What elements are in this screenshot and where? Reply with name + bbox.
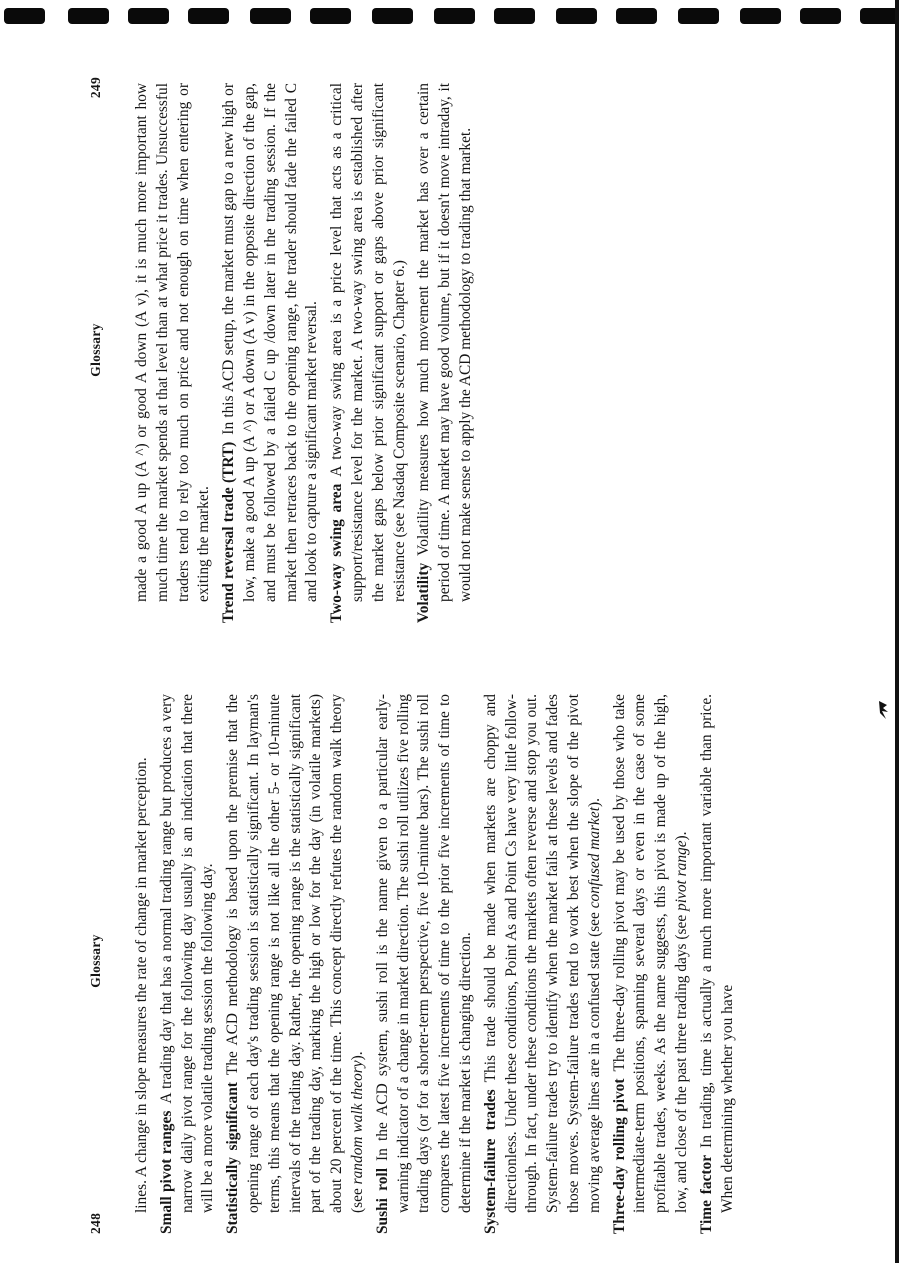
running-head — [88, 676, 118, 1246]
glossary-entry-two-way-swing-area — [327, 83, 410, 623]
binder-hole — [250, 8, 291, 24]
glossary-term: Time factor — [697, 1154, 715, 1234]
binder-hole — [68, 8, 109, 24]
binder-hole — [740, 8, 781, 24]
glossary-entry-time-factor — [697, 694, 739, 1234]
binder-holes — [0, 0, 899, 26]
page-249 — [88, 65, 478, 635]
glossary-term: System-failure trades — [481, 1089, 499, 1234]
glossary-entry-trend-reversal-trade — [219, 83, 323, 623]
binder-hole — [310, 8, 351, 24]
glossary-entry-small-pivot-ranges — [157, 694, 219, 1234]
glossary-continuation: lines. A change in slope measures the rate of change in market perception. — [133, 757, 150, 1213]
scan-edge-bar — [895, 0, 899, 1263]
glossary-definition: In trading, time is actually a much more important variable than price. When determining whether you have — [697, 694, 736, 1213]
binder-hole — [434, 8, 475, 24]
glossary-continuation: made a good A up (A ^) or good A down (A v), it is much more important how much time the market spends at that level than at what price it trades. Unsuccessful traders tend to rely too much on price and not enough on time when entering or exiting the market. — [133, 83, 213, 602]
cross-reference: random walk theory — [348, 1060, 366, 1185]
glossary-entry-three-day-rolling-pivot: Three-day rolling pivotThe three-day rolling pivot may be used by those who take intermediate-term positions, spanning several days or even in the case of some profitable trades, weeks. As the name suggests, this pivot is made up of the high, low, and close of the past three trading days (see pivot range). — [610, 694, 690, 1234]
running-head-title: Glossary — [88, 934, 103, 988]
binder-hole — [678, 8, 719, 24]
binder-hole — [4, 8, 45, 24]
binder-hole — [556, 8, 597, 24]
binder-hole — [616, 8, 657, 24]
glossary-definition: The three-day rolling pivot may be used by those who take intermediate-term positions, spanning several days or even in the case of some profitable trades, weeks. As the name suggests, this pivot is made up of the high, low, and close of the past three trading days (see — [610, 694, 690, 1213]
binder-hole — [128, 8, 169, 24]
glossary-text — [132, 694, 742, 1234]
binder-hole — [494, 8, 535, 24]
running-head-title: Glossary — [88, 323, 103, 377]
glossary-entry-statistically-significant: Statistically significantThe ACD methodology is based upon the premise that the opening range of each day's trading session is statistically significant. In layman's terms, this means that the opening range is not like all the other 5- or 10-minute intervals of the trading day. Rather, the opening range is the statistically significant part of the trading day, marking the high or low for the day (in volatile markets) about 20 percent of the time. This concept directly refutes the random walk theory (see random walk theory). — [224, 694, 366, 1234]
page-248 — [88, 676, 736, 1246]
binder-hole — [372, 8, 413, 24]
cross-reference: pivot range — [672, 840, 690, 911]
glossary-term: Statistically significant — [224, 1082, 242, 1234]
page-number: 248 — [88, 1212, 103, 1234]
glossary-term: Trend reversal trade (TRT) — [220, 441, 238, 623]
glossary-definition: In this ACD setup, the market must gap to a new high or low, make a good A up (A ^) or A down (A v) in the opposite direction of the gap, and must be followed by a failed C up /down later in the trading session. If the market then retraces back to the opening range, the trader should fade the failed C and look to capture a significant market reversal. — [220, 83, 321, 602]
glossary-entry-sushi-roll — [373, 694, 477, 1234]
glossary-entry-system-failure-trades: System-failure tradesThis trade should be made when markets are choppy and directionless. Under these conditions, Point As and Point Cs have very little follow-through. In fact, under these conditions the markets often reverse and stop you out. System-failure trades try to identify when the market fails at these levels and fades those moves. System-failure trades tend to work best when the slope of the pivot moving average lines are in a confused state (see confused market). — [481, 694, 603, 1234]
page-number: 249 — [88, 77, 103, 99]
glossary-definition: The ACD methodology is based upon the premise that the opening range of each day's trading session is statistically significant. In layman's terms, this means that the opening range is not like all the other 5- or 10-minute intervals of the trading day. Rather, the opening range is the statistically significant part of the trading day, marking the high or low for the day (in volatile markets) about 20 percent of the time. This concept directly refutes the random walk theory (see — [224, 694, 366, 1213]
glossary-term: Three-day rolling pivot — [610, 1078, 628, 1234]
glossary-definition: This trade should be made when markets are choppy and directionless. Under these conditions, Point As and Point Cs have very little follow-through. In fact, under these conditions the markets often reverse and stop you out. System-failure trades try to identify when the market fails at these levels and fades those moves. System-failure trades tend to work best when the slope of the pivot moving average lines are in a confused state (see — [481, 694, 603, 1213]
glossary-text — [132, 83, 481, 623]
glossary-definition: A trading day that has a normal trading range but produces a very narrow daily pivot range for the following day usually is an indication that there will be a more volatile trading session the following day. — [157, 693, 217, 1213]
glossary-term: Sushi roll — [373, 1168, 391, 1234]
glossary-term: Two-way swing area — [328, 483, 346, 623]
glossary-definition: In the ACD system, sushi roll is the name given to a particular early-warning indicator of a change in market direction. The sushi roll utilizes five rolling trading days (or for a shorter-term perspective, five 10-minute bars). The sushi roll compares the latest five increments of time to the prior five increments of time to determine if the market is changing direction. — [373, 694, 474, 1213]
glossary-definition: A two-way swing area is a price level that acts as a critical support/resistance level for the market. A two-way swing area is established after the market gaps below prior significant support or gaps above prior significant resistance (see Nasdaq Composite scenario, Chapter 6.) — [328, 83, 408, 602]
glossary-term: Volatility — [415, 562, 433, 623]
binder-hole — [800, 8, 841, 24]
glossary-entry-volatility — [414, 83, 476, 623]
cross-reference: confused market — [585, 807, 603, 909]
binder-hole — [188, 8, 229, 24]
running-head — [88, 65, 118, 635]
glossary-definition: Volatility measures how much movement the market has over a certain period of time. A market may have good volume, but if it doesn't move intraday, it would not make sense to apply the ACD methodology to trading that market. — [415, 83, 474, 602]
glossary-term: Small pivot ranges — [157, 1110, 175, 1234]
scan-artifact-mark — [877, 699, 889, 721]
binder-hole — [860, 8, 899, 24]
